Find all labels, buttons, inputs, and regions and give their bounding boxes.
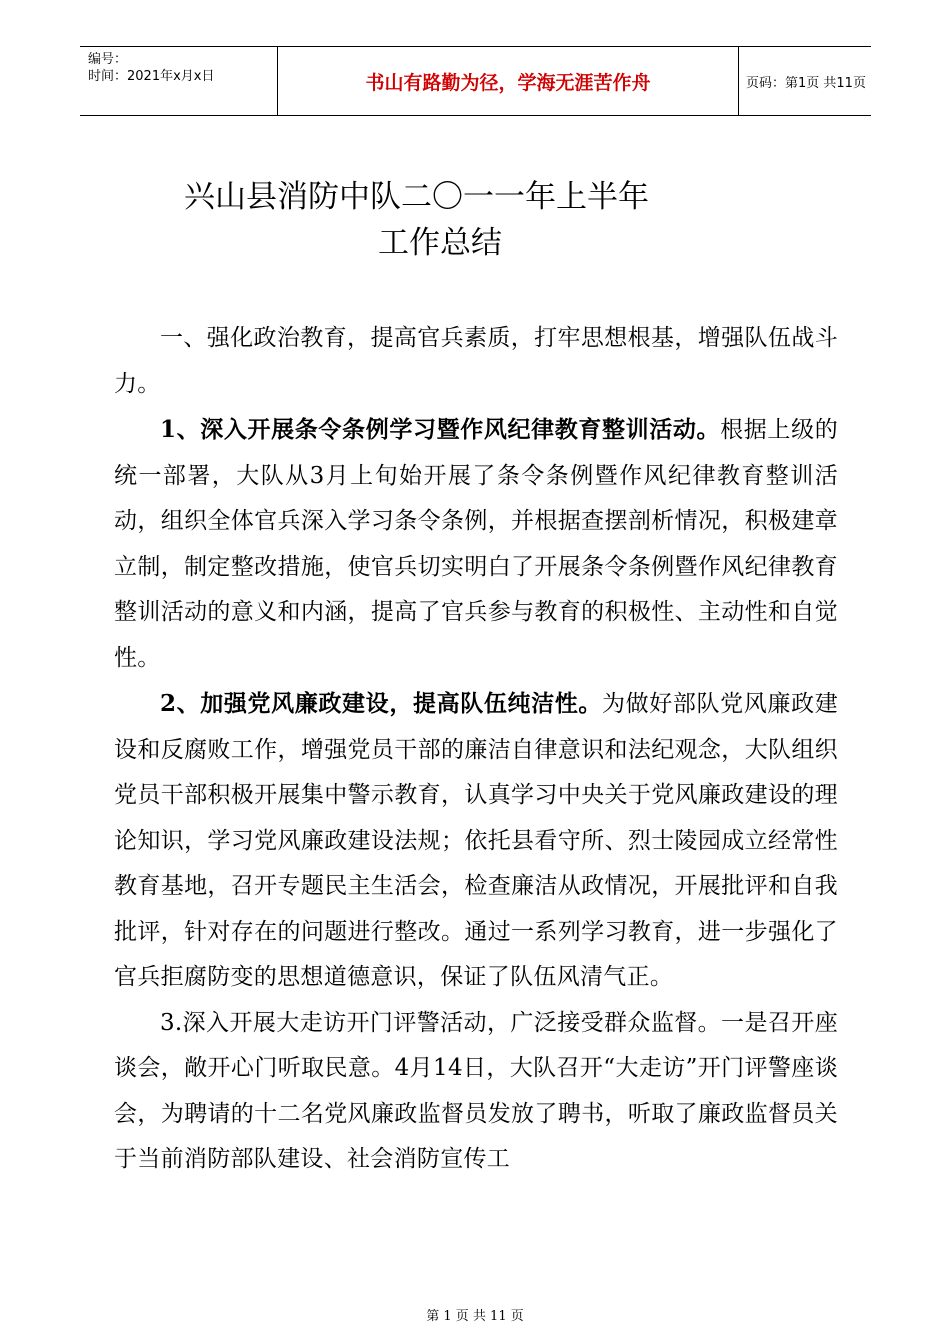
page-footer: 第 1 页 共 11 页	[426, 1309, 524, 1324]
number-label: 编号：	[88, 52, 128, 67]
header-page-info: 页码：第1页 共11页	[746, 75, 866, 91]
paragraph-2-heading: 2、加强党风廉政建设，提高队伍纯洁性。	[160, 690, 603, 717]
paragraph-1-text: 根据上级的统一部署，大队从3月上旬始开展了条令条例暨作风纪律教育整训活动，组织全体官兵深入学习条令条例，并根据查摆剖析情况，积极建章立制，制定整改措施，使官兵切实明白了开展条令条例暨作风纪律教育整训活动的意义和内涵，提高了官兵参与教育的积极性、主动性和自觉性。	[114, 417, 838, 671]
header-meta-cell	[80, 47, 278, 115]
paragraph-1	[114, 407, 838, 681]
paragraph-3: 3.深入开展大走访开门评警活动，广泛接受群众监督。一是召开座谈会，敞开心门听取民意。4月14日，大队召开“大走访”开门评警座谈会，为聘请的十二名党风廉政监督员发放了聘书，听取了廉政监督员关于当前消防部队建设、社会消防宣传工	[114, 1009, 838, 1172]
document-body	[114, 316, 838, 1183]
document-title-line1: 兴山县消防中队二〇一一年上半年	[184, 179, 649, 215]
header-motto: 书山有路勤为径，学海无涯苦作舟	[278, 47, 739, 115]
section-intro: 一、强化政治教育，提高官兵素质，打牢思想根基，增强队伍战斗力。	[114, 325, 838, 397]
paragraph-2	[114, 681, 838, 1001]
header-table	[80, 46, 871, 116]
time-label: 时间：2021年x月x日	[88, 69, 215, 84]
paragraph-1-heading: 1、深入开展条令条例学习暨作风纪律教育整训活动。	[160, 416, 721, 443]
document-title-line2: 工作总结	[378, 225, 502, 261]
paragraph-2-text: 为做好部队党风廉政建设和反腐败工作，增强党员干部的廉洁自律意识和法纪观念，大队组织党员干部积极开展集中警示教育，认真学习中央关于党风廉政建设的理论知识，学习党风廉政建设法规；依托县看守所、烈士陵园成立经常性教育基地，召开专题民主生活会，检查廉洁从政情况，开展批评和自我批评，针对存在的问题进行整改。通过一系列学习教育，进一步强化了官兵拒腐防变的思想道德意识，保证了队伍风清气正。	[114, 691, 838, 990]
